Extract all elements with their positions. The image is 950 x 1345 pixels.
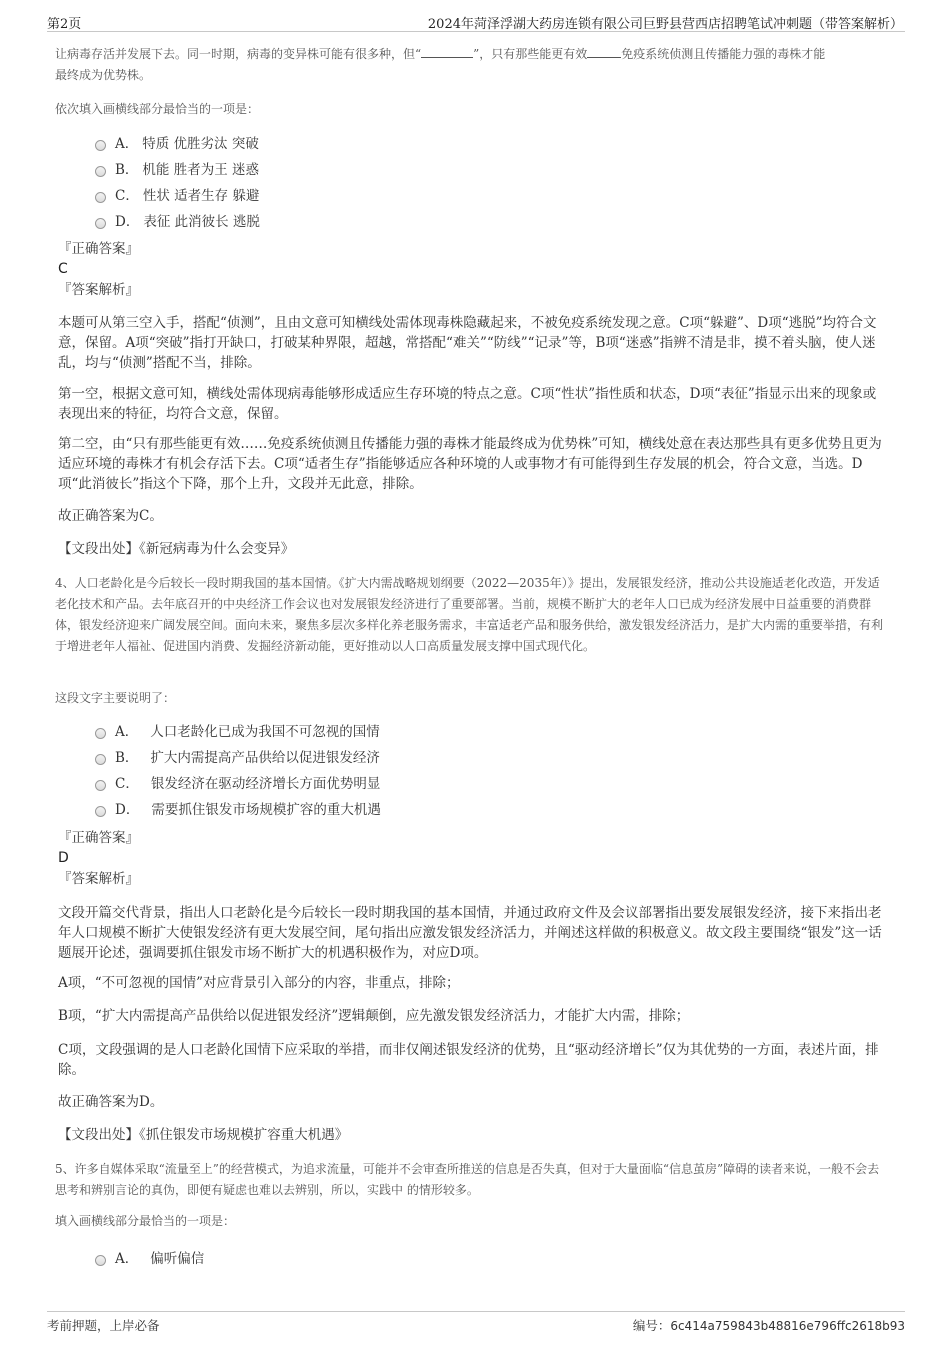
- q3-analysis-label: 『答案解析』: [58, 282, 139, 298]
- q3-stem: 让病毒存活并发展下去。同一时期，病毒的变异株可能有很多种，但“ ”，只有那些能更有效 免疫系统侦测且传播能力强的毒株才能 最终成为优势株。: [55, 44, 890, 86]
- radio-button[interactable]: [95, 728, 106, 739]
- q3-prompt: 依次填入画横线部分最恰当的一项是：: [55, 102, 260, 116]
- q3-answer: C: [58, 261, 68, 277]
- radio-button[interactable]: [95, 192, 106, 203]
- footer-slogan: 考前押题，上岸必备: [47, 1318, 160, 1333]
- q3-analysis-para-3: 第二空，由“只有那些能更有效……免疫系统侦测且传播能力强的毒株才能最终成为优势株”可知，横线处意在表达那些具有更多优势且更为适应环境的毒株才有机会存活下去。C项“适者生存”指能够适应各种环境的人或事物才有可能得到生存发展的机会，符合文意，当选。D项“此消彼长”指这个下降，那个上升，文段并无此意，排除。: [58, 436, 882, 492]
- q4-analysis-b: B项，“扩大内需提高产品供给以促进银发经济”逻辑颠倒，应先激发银发经济活力，才能扩大内需，排除；: [58, 1008, 690, 1024]
- document-title: 2024年菏泽浮湖大药房连锁有限公司巨野县营西店招聘笔试冲刺题（带答案解析）: [427, 17, 903, 32]
- q3-answer-label: 『正确答案』: [58, 241, 139, 257]
- blank-2: [587, 44, 621, 58]
- page-number: 第2页: [47, 17, 82, 32]
- page-header: [47, 10, 905, 32]
- q3-analysis-para-2: 第一空，根据文意可知，横线处需体现病毒能够形成适应生存环境的特点之意。C项“性状”指性质和状态，D项“表征”指显示出来的现象或表现出来的特征，均符合文意，保留。: [58, 386, 877, 422]
- q3-analysis-para-1: 本题可从第三空入手，搭配“侦测”，且由文意可知横线处需体现毒株隐藏起来，不被免疫系统发现之意。C项“躲避”、D项“逃脱”均符合文意，保留。A项“突破”指打开缺口，打破某种界限，超越，常搭配“难关”“防线”“记录”等，B项“迷惑”指辨不清是非，摸不着头脑，使人迷乱，均与“侦测”搭配不当，排除。: [58, 315, 877, 371]
- radio-button[interactable]: [95, 1255, 106, 1266]
- radio-button[interactable]: [95, 806, 106, 817]
- document-code: 编号：6c414a759843b48816e796ffc2618b93: [632, 1318, 905, 1333]
- blank-1: [421, 44, 473, 58]
- q4-source: 【文段出处】《抓住银发市场规模扩容重大机遇》: [58, 1127, 349, 1143]
- q3-analysis-conclusion: 故正确答案为C。: [58, 508, 163, 524]
- radio-button[interactable]: [95, 166, 106, 177]
- q4-analysis-a: A项，“不可忽视的国情”对应背景引入部分的内容，非重点，排除；: [58, 975, 460, 991]
- page-footer: [47, 1311, 905, 1345]
- q4-analysis-conclusion: 故正确答案为D。: [58, 1094, 164, 1110]
- radio-button[interactable]: [95, 754, 106, 765]
- q4-answer: D: [58, 850, 69, 866]
- q4-stem: 4、人口老龄化是今后较长一段时期我国的基本国情。《扩大内需战略规划纲要（2022—2035年）》提出，发展银发经济，推动公共设施适老化改造，开发适老化技术和产品。去年底召开的中央经济工作会议也对发展银发经济进行了重要部署。当前，规模不断扩大的老年人口已成为经济发展中日益重要的消费群体，银发经济迎来广阔发展空间。面向未来，聚焦多层次多样化养老服务需求，丰富适老产品和服务供给，激发银发经济活力，是扩大内需的重要举措，有利于增进老年人福祉、促进国内消费、发掘经济新动能，更好推动以人口高质量发展支撑中国式现代化。: [55, 576, 884, 653]
- q5-prompt: 填入画横线部分最恰当的一项是：: [55, 1214, 236, 1228]
- q4-prompt: 这段文字主要说明了：: [55, 691, 176, 705]
- q4-analysis-label: 『答案解析』: [58, 871, 139, 887]
- q5-stem: 5、许多自媒体采取“流量至上”的经营模式，为追求流量，可能并不会审查所推送的信息是否失真，但对于大量面临“信息茧房”障碍的读者来说，一般不会去思考和辨别言论的真伪，即便有疑虑也难以去辨别，所以，实践中 的情形较多。: [55, 1162, 880, 1197]
- q4-analysis-c: C项，文段强调的是人口老龄化国情下应采取的举措，而非仅阐述银发经济的优势，且“驱动经济增长”仅为其优势的一方面，表述片面，排除。: [58, 1042, 879, 1078]
- q4-answer-label: 『正确答案』: [58, 830, 139, 846]
- radio-button[interactable]: [95, 780, 106, 791]
- q3-source: 【文段出处】《新冠病毒为什么会变异》: [58, 541, 295, 557]
- radio-button[interactable]: [95, 140, 106, 151]
- q4-analysis-para-1: 文段开篇交代背景，指出人口老龄化是今后较长一段时期我国的基本国情，并通过政府文件及会议部署指出要发展银发经济，接下来指出老年人口规模不断扩大使银发经济有更大发展空间，尾句指出应激发银发经济活力，并阐述这样做的积极意义。故文段主要围绕“银发”这一话题展开论述，强调要抓住银发市场不断扩大的机遇积极作为，对应D项。: [58, 905, 882, 961]
- radio-button[interactable]: [95, 218, 106, 229]
